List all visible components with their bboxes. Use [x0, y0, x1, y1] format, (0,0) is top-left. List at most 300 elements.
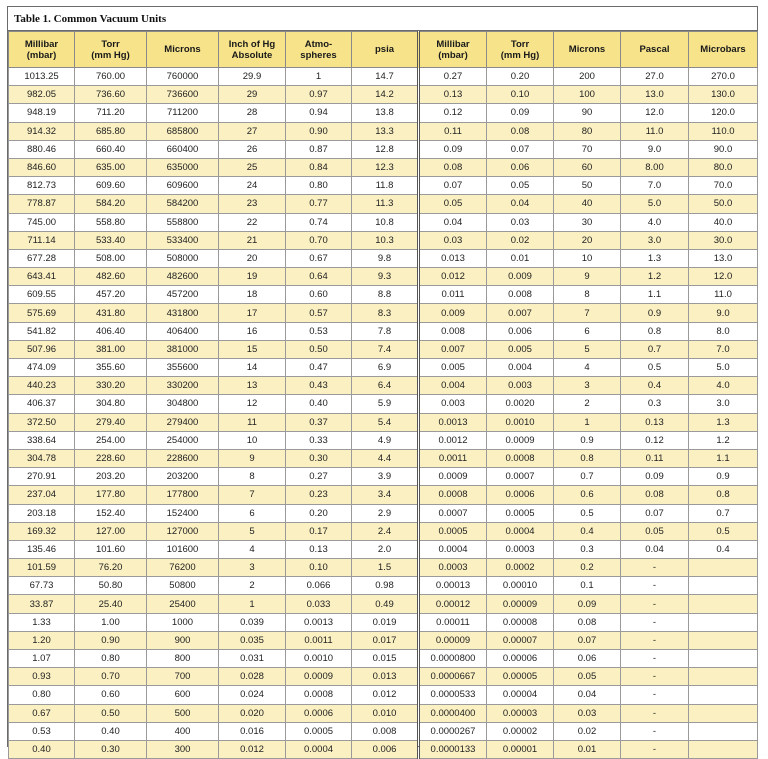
table-title: Table 1. Common Vacuum Units: [8, 7, 757, 31]
table-cell: 711200: [147, 104, 219, 122]
table-row: [9, 595, 758, 613]
table-cell: 711.14: [9, 231, 75, 249]
table-cell: 0.50: [75, 704, 147, 722]
table-cell: 169.32: [9, 522, 75, 540]
table-cell: 0.09: [554, 595, 621, 613]
table-cell: 28: [219, 104, 286, 122]
table-cell: 0.01: [487, 249, 554, 267]
table-cell: 0.00011: [419, 613, 487, 631]
table-cell: 0.0004: [487, 522, 554, 540]
table-cell: 372.50: [9, 413, 75, 431]
table-cell: 23: [219, 195, 286, 213]
table-cell: 0.019: [352, 613, 419, 631]
table-cell: 0.003: [487, 377, 554, 395]
table-cell: 685.80: [75, 122, 147, 140]
table-cell: 0.0010: [487, 413, 554, 431]
table-cell: 304800: [147, 395, 219, 413]
table-cell: 0.031: [219, 650, 286, 668]
table-cell: 0.005: [487, 340, 554, 358]
column-header: [219, 32, 286, 68]
table-cell: 7.0: [689, 340, 758, 358]
table-cell: 0.10: [487, 86, 554, 104]
table-cell: 12.0: [689, 268, 758, 286]
column-header: [75, 32, 147, 68]
table-cell: 431.80: [75, 304, 147, 322]
table-cell: 19: [219, 268, 286, 286]
table-cell: 0.0007: [487, 468, 554, 486]
table-cell: [689, 631, 758, 649]
table-cell: 3.9: [352, 468, 419, 486]
table-cell: 584.20: [75, 195, 147, 213]
table-cell: 50.0: [689, 195, 758, 213]
table-cell: 982.05: [9, 86, 75, 104]
table-row: [9, 613, 758, 631]
table-row: [9, 359, 758, 377]
table-cell: [689, 650, 758, 668]
table-cell: 4.9: [352, 431, 419, 449]
table-cell: 80: [554, 122, 621, 140]
column-header-line2: spheres: [300, 49, 337, 61]
table-cell: 900: [147, 631, 219, 649]
table-cell: 0.10: [286, 559, 352, 577]
table-cell: 203.18: [9, 504, 75, 522]
table-cell: 0.40: [75, 722, 147, 740]
table-row: [9, 522, 758, 540]
table-cell: 0.0004: [286, 740, 352, 758]
table-row: [9, 704, 758, 722]
table-cell: 67.73: [9, 577, 75, 595]
table-cell: 948.19: [9, 104, 75, 122]
column-header-line2: (mbar): [438, 49, 468, 61]
table-cell: 0.49: [352, 595, 419, 613]
table-cell: 0.010: [352, 704, 419, 722]
table-cell: 8.3: [352, 304, 419, 322]
table-cell: 575.69: [9, 304, 75, 322]
table-cell: 880.46: [9, 140, 75, 158]
table-cell: 130.0: [689, 86, 758, 104]
table-cell: 50: [554, 177, 621, 195]
table-cell: 24: [219, 177, 286, 195]
table-cell: 1.3: [689, 413, 758, 431]
table-cell: 270.91: [9, 468, 75, 486]
table-cell: 3.0: [689, 395, 758, 413]
table-cell: 0.00009: [419, 631, 487, 649]
table-cell: 80.0: [689, 158, 758, 176]
table-cell: 0.84: [286, 158, 352, 176]
table-cell: 8: [554, 286, 621, 304]
table-cell: 135.46: [9, 540, 75, 558]
table-cell: 304.78: [9, 449, 75, 467]
table-cell: [689, 559, 758, 577]
table-cell: 228.60: [75, 449, 147, 467]
table-cell: 0.02: [487, 231, 554, 249]
table-cell: 5.0: [621, 195, 689, 213]
table-cell: -: [621, 559, 689, 577]
table-cell: 9.0: [689, 304, 758, 322]
table-cell: 300: [147, 740, 219, 758]
table-cell: 482.60: [75, 268, 147, 286]
table-cell: 482600: [147, 268, 219, 286]
table-cell: 3: [219, 559, 286, 577]
table-cell: 0.0010: [286, 650, 352, 668]
table-cell: 0.1: [554, 577, 621, 595]
table-cell: 18: [219, 286, 286, 304]
table-cell: 0.70: [75, 668, 147, 686]
table-cell: 11.0: [689, 286, 758, 304]
table-cell: -: [621, 722, 689, 740]
table-cell: 101.60: [75, 540, 147, 558]
table-cell: 1.1: [621, 286, 689, 304]
table-cell: 0.004: [419, 377, 487, 395]
table-cell: 0.08: [419, 158, 487, 176]
table-cell: 14.2: [352, 86, 419, 104]
table-cell: 0.00001: [487, 740, 554, 758]
table-cell: 25400: [147, 595, 219, 613]
table-cell: 228600: [147, 449, 219, 467]
column-header: [9, 32, 75, 68]
table-cell: 0.0005: [419, 522, 487, 540]
column-header-line1: Microns: [164, 44, 201, 55]
table-row: [9, 431, 758, 449]
table-cell: -: [621, 650, 689, 668]
table-cell: [689, 577, 758, 595]
table-cell: 30.0: [689, 231, 758, 249]
table-cell: 0.0006: [286, 704, 352, 722]
table-cell: 609600: [147, 177, 219, 195]
table-cell: 0.6: [554, 486, 621, 504]
table-cell: -: [621, 613, 689, 631]
table-cell: 0.08: [554, 613, 621, 631]
column-header-line1: Inch of Hg: [228, 38, 276, 50]
table-cell: 800: [147, 650, 219, 668]
table-cell: 0.0020: [487, 395, 554, 413]
table-cell: 0.0013: [286, 613, 352, 631]
table-row: [9, 268, 758, 286]
table-cell: 0.11: [621, 449, 689, 467]
table-cell: 0.47: [286, 359, 352, 377]
vacuum-units-table: [8, 31, 758, 759]
table-cell: 0.017: [352, 631, 419, 649]
table-cell: 9.8: [352, 249, 419, 267]
table-cell: [689, 722, 758, 740]
table-cell: 0.0013: [419, 413, 487, 431]
table-cell: 507.96: [9, 340, 75, 358]
table-row: [9, 668, 758, 686]
table-cell: 127000: [147, 522, 219, 540]
table-cell: 6.4: [352, 377, 419, 395]
table-cell: 0.005: [419, 359, 487, 377]
table-row: [9, 486, 758, 504]
table-cell: 0.67: [286, 249, 352, 267]
table-cell: 0.009: [487, 268, 554, 286]
table-row: [9, 340, 758, 358]
table-cell: 40: [554, 195, 621, 213]
table-cell: 0.98: [352, 577, 419, 595]
table-cell: 355.60: [75, 359, 147, 377]
table-cell: 4.0: [689, 377, 758, 395]
table-cell: 40.0: [689, 213, 758, 231]
table-cell: 660400: [147, 140, 219, 158]
table-cell: 914.32: [9, 122, 75, 140]
table-cell: 279400: [147, 413, 219, 431]
table-cell: 2: [219, 577, 286, 595]
table-cell: 0.04: [621, 540, 689, 558]
table-cell: 20: [219, 249, 286, 267]
table-cell: 254000: [147, 431, 219, 449]
table-cell: 13: [219, 377, 286, 395]
table-row: [9, 559, 758, 577]
table-cell: 0.90: [286, 122, 352, 140]
table-cell: 0.007: [487, 304, 554, 322]
table-cell: 635000: [147, 158, 219, 176]
table-cell: 25.40: [75, 595, 147, 613]
table-cell: 558.80: [75, 213, 147, 231]
table-cell: 1.07: [9, 650, 75, 668]
table-cell: 0.07: [621, 504, 689, 522]
table-cell: 0.06: [554, 650, 621, 668]
table-row: [9, 249, 758, 267]
table-cell: 9: [219, 449, 286, 467]
table-cell: 0.64: [286, 268, 352, 286]
table-cell: 20: [554, 231, 621, 249]
table-cell: 1.1: [689, 449, 758, 467]
table-cell: 0.9: [554, 431, 621, 449]
table-row: [9, 413, 758, 431]
table-cell: 8: [219, 468, 286, 486]
table-cell: 5.0: [689, 359, 758, 377]
table-cell: 0.00013: [419, 577, 487, 595]
table-cell: 0.0007: [419, 504, 487, 522]
table-cell: [689, 704, 758, 722]
table-cell: 10.8: [352, 213, 419, 231]
table-cell: 1.20: [9, 631, 75, 649]
table-cell: 33.87: [9, 595, 75, 613]
table-cell: 0.0011: [286, 631, 352, 649]
table-cell: 812.73: [9, 177, 75, 195]
table-cell: 660.40: [75, 140, 147, 158]
table-cell: 0.5: [554, 504, 621, 522]
table-cell: 27: [219, 122, 286, 140]
table-cell: 5.9: [352, 395, 419, 413]
table-row: [9, 631, 758, 649]
table-cell: 533400: [147, 231, 219, 249]
table-cell: 0.013: [419, 249, 487, 267]
table-cell: 13.0: [621, 86, 689, 104]
table-cell: 0.06: [487, 158, 554, 176]
table-cell: 13.0: [689, 249, 758, 267]
table-cell: 0.033: [286, 595, 352, 613]
table-cell: 0.0005: [286, 722, 352, 740]
table-cell: 0.97: [286, 86, 352, 104]
table-row: [9, 577, 758, 595]
table-cell: 0.8: [689, 486, 758, 504]
table-cell: 0.08: [487, 122, 554, 140]
table-cell: 0.0009: [419, 468, 487, 486]
table-cell: 0.0003: [419, 559, 487, 577]
table-cell: 0.05: [554, 668, 621, 686]
table-cell: 0.07: [419, 177, 487, 195]
table-cell: 0.09: [487, 104, 554, 122]
table-row: [9, 140, 758, 158]
table-cell: 90: [554, 104, 621, 122]
table-cell: 60: [554, 158, 621, 176]
table-cell: 1.5: [352, 559, 419, 577]
table-cell: 0.20: [286, 504, 352, 522]
table-cell: 7.0: [621, 177, 689, 195]
table-cell: 406.37: [9, 395, 75, 413]
table-cell: 0.03: [487, 213, 554, 231]
table-cell: 0.08: [621, 486, 689, 504]
table-cell: 2.0: [352, 540, 419, 558]
table-cell: 0.67: [9, 704, 75, 722]
table-cell: 177.80: [75, 486, 147, 504]
table-cell: 100: [554, 86, 621, 104]
table-cell: 1013.25: [9, 68, 75, 86]
table-cell: 0.0000133: [419, 740, 487, 758]
table-cell: 76200: [147, 559, 219, 577]
table-row: [9, 686, 758, 704]
table-cell: 0.23: [286, 486, 352, 504]
table-cell: 778.87: [9, 195, 75, 213]
table-cell: 0.007: [419, 340, 487, 358]
table-cell: 11.8: [352, 177, 419, 195]
table-cell: 1.2: [621, 268, 689, 286]
table-cell: 0.0000400: [419, 704, 487, 722]
table-row: [9, 377, 758, 395]
table-cell: 0.93: [9, 668, 75, 686]
column-header: [147, 32, 219, 68]
table-cell: 0.74: [286, 213, 352, 231]
table-row: [9, 650, 758, 668]
table-cell: -: [621, 704, 689, 722]
table-cell: 0.00004: [487, 686, 554, 704]
table-cell: 0.8: [554, 449, 621, 467]
table-cell: 12.8: [352, 140, 419, 158]
column-header: [621, 32, 689, 68]
table-cell: 0.11: [419, 122, 487, 140]
table-row: [9, 395, 758, 413]
table-cell: [689, 595, 758, 613]
table-cell: 760.00: [75, 68, 147, 86]
table-cell: 4: [554, 359, 621, 377]
table-cell: 7: [219, 486, 286, 504]
table-cell: 5: [219, 522, 286, 540]
table-row: [9, 213, 758, 231]
table-cell: 0.0006: [487, 486, 554, 504]
table-cell: 0.0012: [419, 431, 487, 449]
table-cell: 0.8: [621, 322, 689, 340]
table-cell: 4.4: [352, 449, 419, 467]
table-cell: 406.40: [75, 322, 147, 340]
table-cell: 0.53: [286, 322, 352, 340]
table-row: [9, 449, 758, 467]
table-cell: 355600: [147, 359, 219, 377]
column-header-line2: (mm Hg): [500, 49, 540, 61]
column-header: [419, 32, 487, 68]
table-cell: 203200: [147, 468, 219, 486]
table-cell: 0.035: [219, 631, 286, 649]
table-cell: 90.0: [689, 140, 758, 158]
table-cell: 0.30: [286, 449, 352, 467]
table-cell: 0.0003: [487, 540, 554, 558]
table-cell: [689, 686, 758, 704]
table-cell: 13.3: [352, 122, 419, 140]
table-cell: 0.03: [554, 704, 621, 722]
table-cell: 0.020: [219, 704, 286, 722]
table-cell: 0.003: [419, 395, 487, 413]
table-cell: 0.0009: [286, 668, 352, 686]
table-cell: 279.40: [75, 413, 147, 431]
table-cell: 533.40: [75, 231, 147, 249]
table-cell: 541.82: [9, 322, 75, 340]
table-cell: 0.00012: [419, 595, 487, 613]
table-cell: 0.039: [219, 613, 286, 631]
table-cell: 17: [219, 304, 286, 322]
table-cell: 457.20: [75, 286, 147, 304]
table-cell: 1: [219, 595, 286, 613]
table-cell: 0.60: [286, 286, 352, 304]
table-cell: 8.8: [352, 286, 419, 304]
table-cell: 30: [554, 213, 621, 231]
table-cell: 0.17: [286, 522, 352, 540]
table-cell: 0.00005: [487, 668, 554, 686]
table-cell: 11.3: [352, 195, 419, 213]
table-cell: 0.04: [554, 686, 621, 704]
table-cell: -: [621, 631, 689, 649]
table-cell: 29.9: [219, 68, 286, 86]
table-cell: 0.01: [554, 740, 621, 758]
table-cell: 0.04: [419, 213, 487, 231]
table-row: [9, 322, 758, 340]
table-cell: -: [621, 577, 689, 595]
table-cell: 9.0: [621, 140, 689, 158]
table-cell: 10.3: [352, 231, 419, 249]
table-cell: 3: [554, 377, 621, 395]
table-cell: 0.0000533: [419, 686, 487, 704]
table-cell: 0.05: [621, 522, 689, 540]
table-cell: 609.60: [75, 177, 147, 195]
table-cell: 0.024: [219, 686, 286, 704]
table-cell: 1.33: [9, 613, 75, 631]
table-cell: 0.006: [352, 740, 419, 758]
table-cell: 10: [554, 249, 621, 267]
table-cell: -: [621, 740, 689, 758]
table-cell: 0.4: [554, 522, 621, 540]
table-cell: 0.13: [286, 540, 352, 558]
table-cell: 0.0008: [487, 449, 554, 467]
table-cell: 685800: [147, 122, 219, 140]
table-cell: 9.3: [352, 268, 419, 286]
table-cell: -: [621, 668, 689, 686]
table-cell: 0.0008: [286, 686, 352, 704]
table-cell: 0.2: [554, 559, 621, 577]
table-cell: 0.004: [487, 359, 554, 377]
table-cell: 0.77: [286, 195, 352, 213]
table-cell: 21: [219, 231, 286, 249]
table-cell: 1.2: [689, 431, 758, 449]
table-row: [9, 304, 758, 322]
table-cell: 50800: [147, 577, 219, 595]
table-cell: 0.00007: [487, 631, 554, 649]
table-cell: 177800: [147, 486, 219, 504]
table-cell: 0.05: [487, 177, 554, 195]
table-cell: 0.12: [419, 104, 487, 122]
table-cell: [689, 613, 758, 631]
table-cell: 0.0011: [419, 449, 487, 467]
table-row: [9, 231, 758, 249]
table-cell: 6: [554, 322, 621, 340]
table-row: [9, 86, 758, 104]
